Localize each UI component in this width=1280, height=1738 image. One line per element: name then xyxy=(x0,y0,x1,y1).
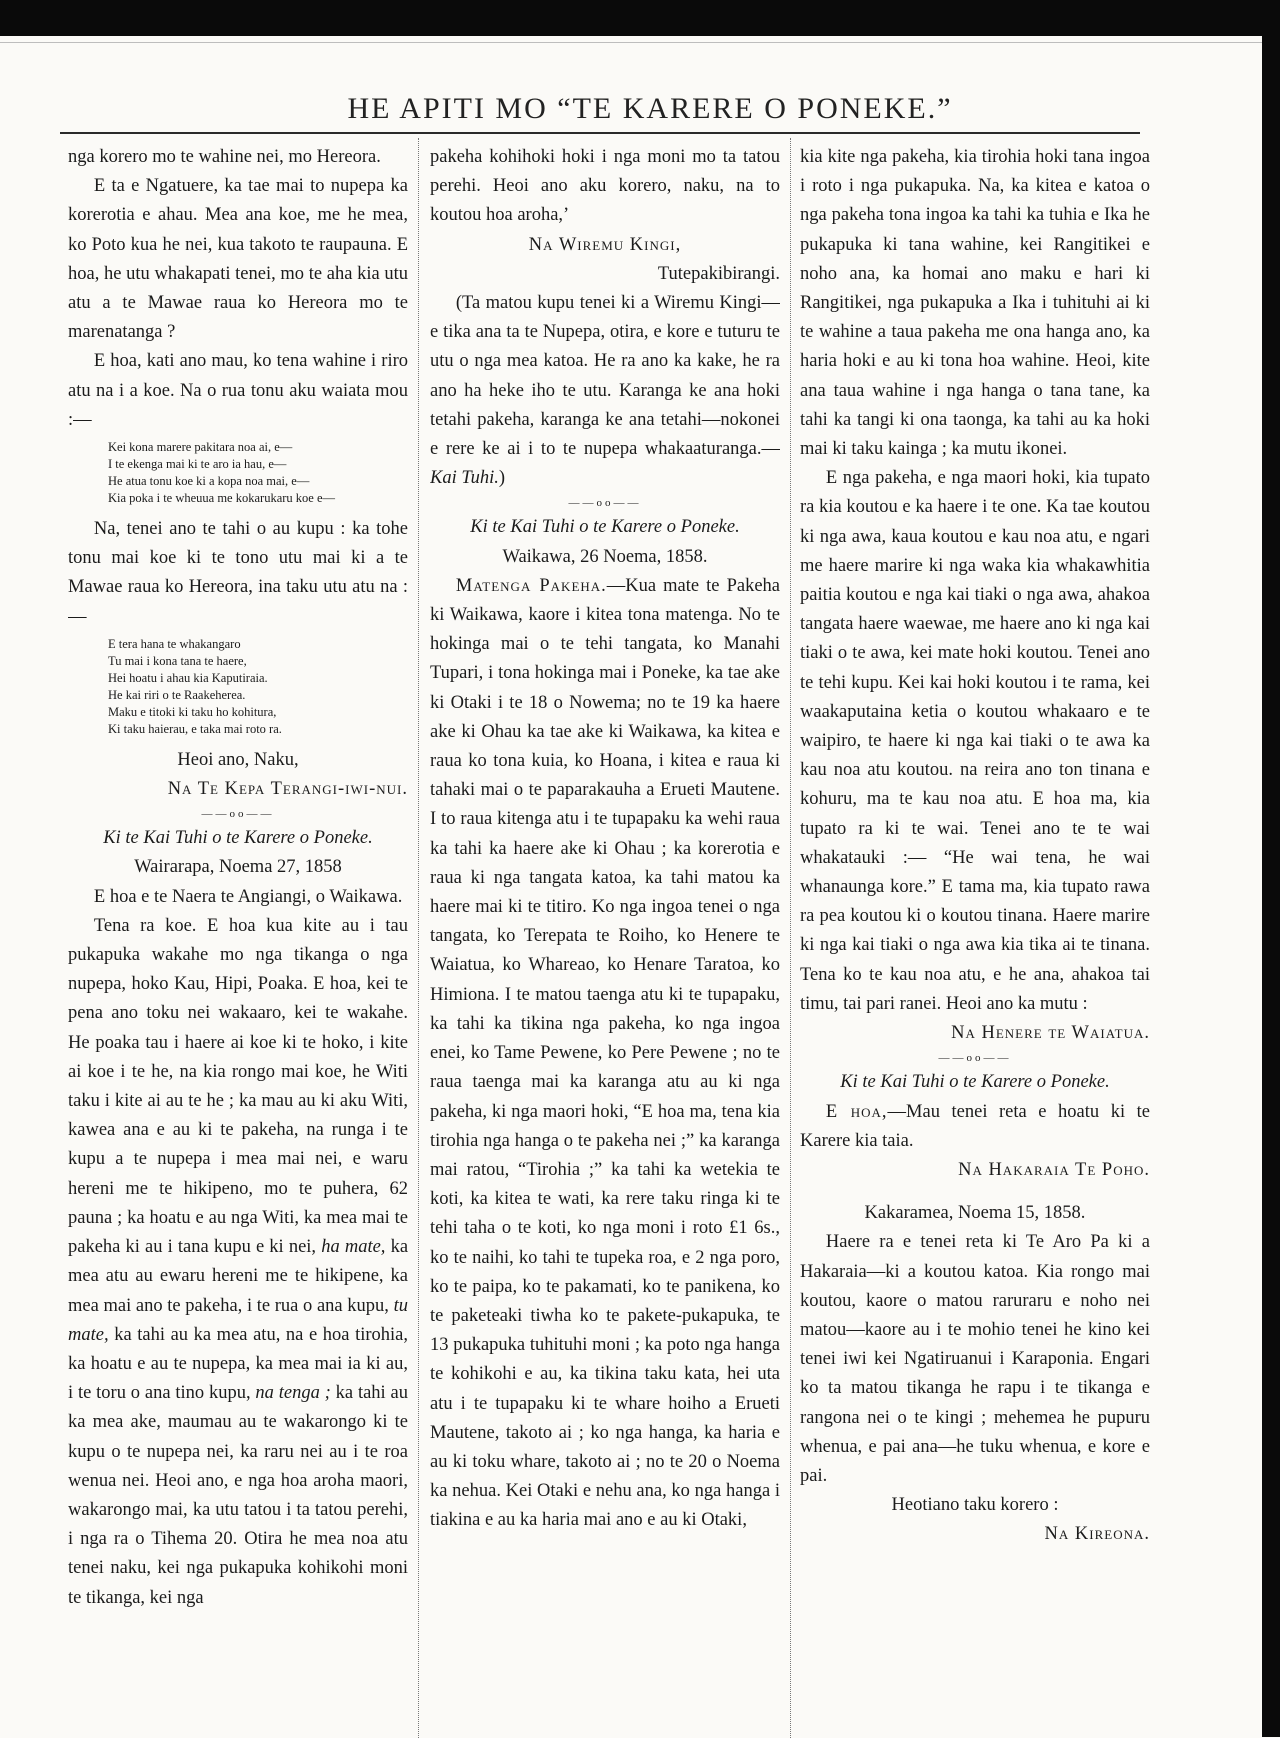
c1-em-tu-mate: tu mate, xyxy=(68,1295,408,1345)
c1-paragraph-3: E hoa, kati ano mau, ko tena wahine i riro atu na i a koe. Na o rua tonu aku waiata mou :— xyxy=(68,351,408,430)
c3-signature-2: Na Hakaraia Te Poho. xyxy=(958,1159,1150,1180)
c2-editor-note-close: ) xyxy=(498,468,506,489)
c1-paragraph-2: E ta e Ngatuere, ka tae mai to nupepa ka korerotia e ahau. Mea ana koe, me he mea, ko Poto kua he nei, kua takoto te raupauna. E hoa, he utu whakapati tenei, mo te aha kia utu atu a te Mawae raua ko Hereora mo te marenatanga ? xyxy=(68,176,408,343)
scan-top-border xyxy=(0,0,1280,36)
c1-poem-1 xyxy=(68,439,408,507)
poem-line: Ki taku haierau, e taka mai roto ra. xyxy=(108,721,282,736)
c3-letter-heading: Ki te Kai Tuhi o te Karere o Poneke. xyxy=(840,1072,1110,1093)
c2-signature-place: Tutepakibirangi. xyxy=(657,263,780,284)
header-rule xyxy=(60,132,1140,134)
c1-paragraph-4: Na, tenei ano te tahi o au kupu : ka tohe tonu mai koe ki te tono utu mai ki a te Mawae raua ko Hereora, ina taku utu atu na :— xyxy=(68,519,408,627)
c2-editor-note-sig: Kai Tuhi. xyxy=(430,468,499,489)
c1-salutation: E hoa e te Naera te Angiangi, o Waikawa. xyxy=(93,886,403,907)
c1-body-a: Tena ra koe. E hoa kua kite au i tau pukapuka wakahe mo nga tikanga o nga nupepa, hoko Kau, Hipi, Poaka. E hoa, kei te pena ano toku nei wakaaro, kei te wakahe. He poaka tau i haere ai koe ki te hoko, i kite ai koe i te he, na kia rongo mai koe, he Witi taku i kite ai au te he ; ka mau au ki aku Witi, kawea ana e au ki te pakeha, na runga i te kupu a te nupepa i mea mai nei, e waru hereni me te hikipeno, mo te puhera, 62 pauna ; ka hoatu e au nga Witi, ka mea mai te pakeha ki au i tana kupu e ki nei, xyxy=(68,915,408,1258)
poem-line: Hei hoatu i ahau kia Kaputiraia. xyxy=(108,670,268,685)
column-2 xyxy=(430,143,780,1737)
column-divider-1 xyxy=(418,138,419,1738)
c2-letter-heading: Ki te Kai Tuhi o te Karere o Poneke. xyxy=(470,517,740,538)
c2-letter-body xyxy=(430,572,780,1536)
c1-closing: Heoi ano, Naku, xyxy=(177,749,299,770)
poem-line: I te ekenga mai ki te aro ia hau, e— xyxy=(108,457,287,472)
c2-editor-note xyxy=(430,289,780,493)
c3-gap xyxy=(800,1185,1150,1199)
c1-separator: ——oo—— xyxy=(201,808,275,821)
column-3 xyxy=(800,143,1150,1737)
c2-body-text: —Kua mate te Pakeha ki Waikawa, kaore i kitea tona matenga. No te hokinga mai o te tehi tangata, ko Manahi Tupari, i tona hokinga mai i Poneke, ka tae ake ki Otaki i te 18 o Nowema; no te 19 ka haere ake ki Ohau ka tae ake ki Waikawa, ka kitea e raua ko tona kuia, ko Hoana, i kitea e raua ki tahaki mai o te paparakauha a Erueti Mautene. I to raua kitenga atu i te tupapaku ka wehi raua ka tahi ka haere ake ki Ohau ; ka korerotia e raua ki nga tangata katoa, ka tahi matou ka haere mai ki te titiro. Ko nga ingoa tenei o nga tangata, ko Terepata te Roiho, ko Henere te Waiatua, ko Whareao, ko Henare Taratoa, ko Himiona. I te matou taenga atu ki te tupapaku, ka tahi ka tikina nga pakeha, ko nga ingoa enei, ko Tame Pewene, ko Pere Pewene ; no te raua taenga mai ka karanga atu au ki nga pakeha, ki nga maori hoki, “E hoa ma, tena kia tirohia nga hanga o te pakeha nei ;” ka karanga mai ratou, “Tirohia ;” ka tahi ka wetekia te koti, ka kitea te wati, ka rere taku ringa ki te tehi taha o te koti, ko nga moni i roto £1 6s., ko te naihi, ko tahi te tupeka roa, e 2 nga poro, ko te paipa, ko te pakamati, ko te panikena, ko te paketeaki tiwha ko te pakete-pukapuka, te 13 pukapuka tuhituhi moni ; ka poto nga hanga te kohikohi e au, ka tikina taku kata, hei uta atu i te tupapaku ki te whare hoiho a Erueti Mautene, takoto ai ; ko nga hanga, ka haria e au ki toku whare, takoto ai ; no te 20 o Noema ka nehua. Kei Otaki e nehu ana, ko nga hanga i tiakina e au ka haria mai ano e au ki Otaki, xyxy=(430,575,780,1531)
c3-letter-body-2: Haere ra e tenei reta ki Te Aro Pa ki a Hakaraia—ki a koutou katoa. Kia rongo mai koutou, kaore o matou raruraru e noho nei matou—kaore au i te mohio tenei he kino kei tenei iwi kei Ngatiruanui i Karaponia. Engari ko ta matou tikanga he rapu i te tikanga e rangona nei o te kingi ; mehemea he pupuru whenua, e pai ana—he tuku whenua, e kore e pai. xyxy=(800,1232,1150,1486)
c3-dateline: Kakaramea, Noema 15, 1858. xyxy=(864,1203,1086,1224)
c3-salutation-caps: E hoa, xyxy=(825,1101,888,1122)
poem-line: Tu mai i kona tana te haere, xyxy=(108,653,247,668)
c3-paragraph-1: kia kite nga pakeha, kia tirohia hoki tana ingoa i roto i nga pukapuka. Na, ka kitea e katoa o nga pakeha tona ingoa ka tahi ka tuhia e Ika he pukapuka ki tana wahine, kei Rangitikei e noho ana, ka homai ano maku e hari ki Rangitikei, nga pukapuka a Ika i tuhituhi ai ki te wahine a taua pakeha me ona hanga ano, ka haria hoki e au ki tona hoa wahine. Heoi, kite ana taua wahine i nga hanga o tana tane, ka tahi ka tangi ki ona taonga, ka tahi au ka hoki mai ki taku kainga ; ka mutu ikonei. xyxy=(800,147,1150,460)
c3-letter-body xyxy=(800,1098,1150,1156)
scan-right-border xyxy=(1262,0,1280,1737)
c2-paragraph-1: pakeha kohihoki hoki i nga moni mo ta tatou perehi. Heoi ano aku korero, naku, na to koutou hoa aroha,’ xyxy=(430,147,780,226)
c1-letter-heading: Ki te Kai Tuhi o te Karere o Poneke. xyxy=(103,828,373,849)
c1-body-c: ka tahi au ka mea atu, na e hoa tirohia, ka hoatu e au te nupepa, ka mea mai ia ki au, i te toru o ana tino kupu, xyxy=(68,1324,408,1404)
c2-editor-note-text: (Ta matou kupu tenei ki a Wiremu Kingi—e tika ana ta te Nupepa, otira, e kore e tuturu te utu o nga mea katoa. He ra ano ka kake, he ra ano ha heke iho te utu. Karanga ke ana hoki tetahi pakeha, karanga ke ana tetahi—nokonei e rere ke ai i to te nupepa whakaaturanga.— xyxy=(430,293,780,460)
c2-dateline: Waikawa, 26 Noema, 1858. xyxy=(502,546,708,567)
c1-body-d: ka tahi au ka mea ake, maumau au te wakarongo ki te kupu o te nupepa nei, ka raru nei au i te roa wenua nei. Heoi ano, e nga hoa aroha maori, wakarongo mai, ka utu tatou i ta tatou perehi, i nga ra o Tihema 20. Otira he mea noa atu tenei naku, kei nga pukapuka kohikohi moni te tikanga, kei nga xyxy=(68,1383,408,1608)
column-1 xyxy=(68,143,408,1737)
c3-separator: ——oo—— xyxy=(938,1052,1012,1065)
c1-paragraph-1: nga korero mo te wahine nei, mo Hereora. xyxy=(68,147,381,167)
c1-signature-1: Na Te Kepa Terangi-iwi-nui. xyxy=(167,779,408,800)
poem-line: Maku e titoki ki taku ho kohitura, xyxy=(108,704,277,719)
c2-signature-1: Na Wiremu Kingi, xyxy=(528,234,682,255)
c3-body-text: —Mau tenei reta e hoatu ki te Karere kia taia. xyxy=(800,1101,1150,1151)
c1-dateline: Wairarapa, Noema 27, 1858 xyxy=(134,857,342,878)
column-divider-2 xyxy=(790,138,791,1738)
c3-signature-3: Na Kireona. xyxy=(1044,1524,1150,1545)
c3-paragraph-2: E nga pakeha, e nga maori hoki, kia tupato ra kia koutou e ka haere i te one. Ka tae koutou ki nga awa, kaua koutou e kau noa atu, e ngari me haere marire ki nga waka kia whakawhitia paitia koutou e nga kai tiaki o nga awa, ahakoa tangata haere waewae, me haere ano ki nga kai tiaki o te awa, kei mate hoki koutou. Tenei ano te tehi kupu. Kei kai hoki koutou i te rama, kei waakaputaina ketia o koutou whakaaro e te waipiro, te haere ki nga kai tiaki o te awa ka kau noa atu koutou. na reira ano ton tinana e kohuru, ma te kau noa atu. E hoa ma, kia tupato ra ki te wai. Tenei ano te te wai whakatauki :— “He wai tena, he wai whanaunga kore.” E tama ma, kia tupato rawa ra pea koutou ki o koutou tinana. Haere marire ki nga kai tiaki o nga awa kia tika ai te tinana. Tena ko te kau noa atu, e he ana, ahakoa tai timu, tai pari ranei. Heoi ano ka mutu : xyxy=(800,468,1150,1014)
c2-separator: ——oo—— xyxy=(568,497,642,510)
running-head: HE APITI MO “TE KARERE O PONEKE.” xyxy=(347,92,953,125)
c1-letter-body xyxy=(68,912,408,1613)
c3-signature-1: Na Henere te Waiatua. xyxy=(951,1023,1150,1044)
c1-em-ha-mate: ha mate, xyxy=(321,1237,386,1258)
poem-line: Kia poka i te wheuua me kokarukaru koe e— xyxy=(108,491,336,506)
c1-em-na-tenga: na tenga ; xyxy=(255,1383,331,1404)
c1-body-b: ka mea atu au ewaru hereni me te hikipene, ka mea mai ano te pakeha, i te rua o ana kupu, xyxy=(68,1237,408,1316)
c3-closing: Heotiano taku korero : xyxy=(891,1495,1059,1516)
poem-line: Kei kona marere pakitara noa ai, e— xyxy=(108,440,293,455)
c2-lead-caps: Matenga Pakeha. xyxy=(455,575,607,596)
poem-line: He kai riri o te Raakeherea. xyxy=(108,687,246,702)
poem-line: E tera hana te whakangaro xyxy=(108,636,241,651)
poem-line: He atua tonu koe ki a kopa noa mai, e— xyxy=(108,474,310,489)
c1-poem-2 xyxy=(68,636,408,738)
scan-edge-line xyxy=(0,42,1262,43)
